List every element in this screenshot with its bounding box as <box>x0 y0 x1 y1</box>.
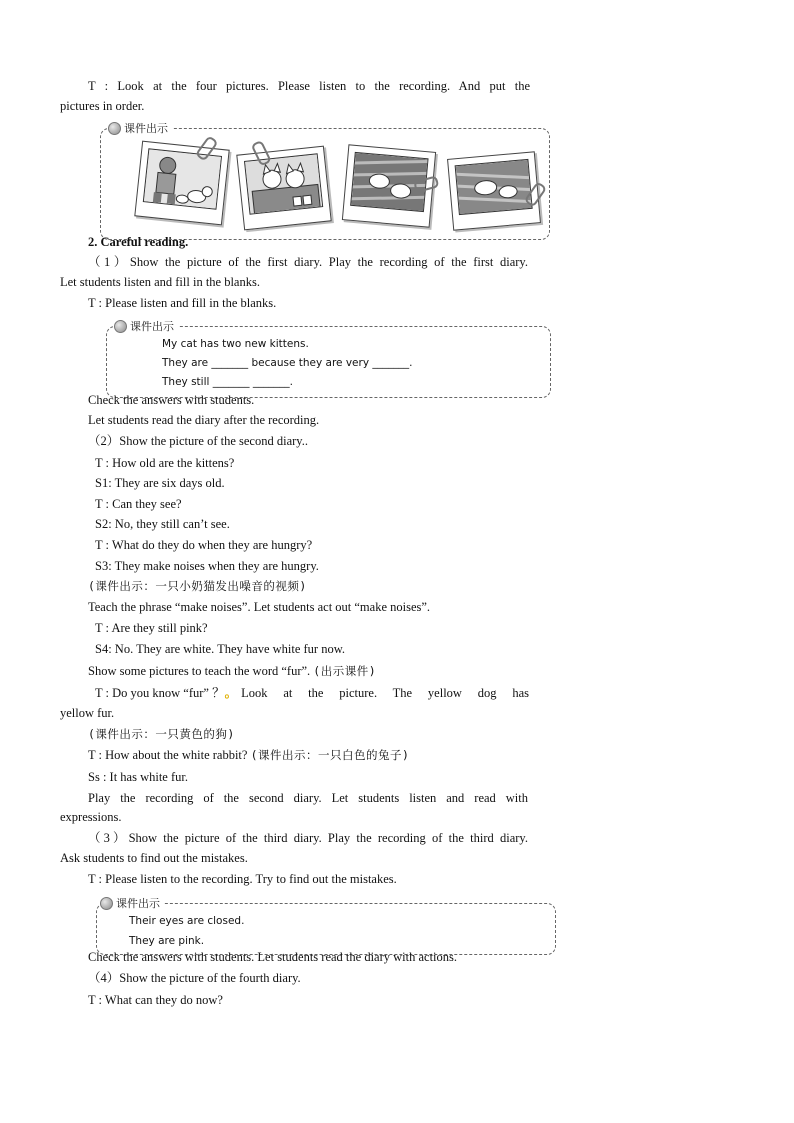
answer-4: S4: No. They are white. They have white fur now. <box>95 642 346 656</box>
robot-kittens-illustration <box>144 149 222 209</box>
kittens-box-illustration <box>245 154 323 215</box>
play-recording-line-1: Play the recording of the second diary. Let students listen and read with <box>88 791 528 805</box>
box2-line-1: My cat has two new kittens. <box>162 338 309 350</box>
tag-bullet-icon <box>100 897 113 910</box>
question-1: T : How old are the kittens? <box>95 456 235 470</box>
robot-and-kittens-photo <box>134 141 229 226</box>
step-4-line: （4）Show the picture of the fourth diary. <box>88 971 301 985</box>
box3-line-2: They are pink. <box>129 935 205 947</box>
courseware-tag-1: 课件出示 <box>108 120 172 136</box>
para-1-line-1: （1）Show the picture of the first diary. Play the recording of the first diary. <box>88 255 528 269</box>
box2-line-2: They are _______ because they are very _______. <box>162 357 413 369</box>
question-3: T : What do they do when they are hungry? <box>95 538 313 552</box>
curled-kittens-photo <box>447 151 541 230</box>
courseware-note-1: (课件出示：一只小奶猫发出噪音的视频) <box>88 579 307 593</box>
tag-bullet-icon <box>114 320 127 333</box>
question-4: T : Are they still pink? <box>95 621 208 635</box>
answer-6: Ss : It has white fur. <box>88 770 188 784</box>
curled-kittens-illustration <box>456 160 533 215</box>
answer-2: S2: No, they still can’t see. <box>95 517 230 531</box>
read-line: Let students read the diary after the recording. <box>88 413 320 427</box>
step-3-line-1: （3）Show the picture of the third diary. Play the recording of the third diary. <box>88 831 528 845</box>
teacher-line-4: T : What can they do now? <box>88 993 223 1007</box>
teacher-line-2: T : Please listen and fill in the blanks. <box>88 296 277 310</box>
question-5-line-1: T : Do you know “fur” ？。 Look at the picture. The yellow dog has <box>95 686 529 700</box>
question-2: T : Can they see? <box>95 497 182 511</box>
step-3-line-2: Ask students to find out the mistakes. <box>60 851 248 865</box>
question-5-line-2: yellow fur. <box>60 706 115 720</box>
show-pictures-line: Show some pictures to teach the word “fur”. (出示课件) <box>88 664 377 678</box>
courseware-tag-3: 课件出示 <box>100 895 164 911</box>
sleeping-kittens-photo <box>342 144 436 227</box>
kittens-in-box-photo <box>236 146 331 231</box>
para-1-line-2: Let students listen and fill in the blanks. <box>60 275 260 289</box>
check-line: Check the answers with students. <box>88 393 255 407</box>
instruction-line-1: T : Look at the four pictures. Please listen to the recording. And put the <box>88 79 530 93</box>
answer-3: S3: They make noises when they are hungry. <box>95 559 319 573</box>
tag-bullet-icon <box>108 122 121 135</box>
courseware-box-3 <box>96 903 556 955</box>
check-actions-line: Check the answers with students. Let students read the diary with actions. <box>88 950 458 964</box>
question-6: T : How about the white rabbit? (课件出示：一只白色的兔子) <box>88 748 410 762</box>
step-2-line: （2）Show the picture of the second diary.. <box>88 434 308 448</box>
courseware-tag-2: 课件出示 <box>114 318 178 334</box>
teacher-line-3: T : Please listen to the recording. Try to find out the mistakes. <box>88 872 397 886</box>
play-recording-line-2: expressions. <box>60 810 122 824</box>
answer-1: S1: They are six days old. <box>95 476 225 490</box>
teach-phrase-line: Teach the phrase “make noises”. Let students act out “make noises”. <box>88 600 431 614</box>
box2-line-3: They still _______ _______. <box>162 376 293 388</box>
instruction-line-2: pictures in order. <box>60 99 145 113</box>
box3-line-1: Their eyes are closed. <box>129 915 245 927</box>
courseware-note-2: (课件出示：一只黄色的狗) <box>88 727 235 741</box>
section-heading: 2. Careful reading. <box>88 235 189 249</box>
